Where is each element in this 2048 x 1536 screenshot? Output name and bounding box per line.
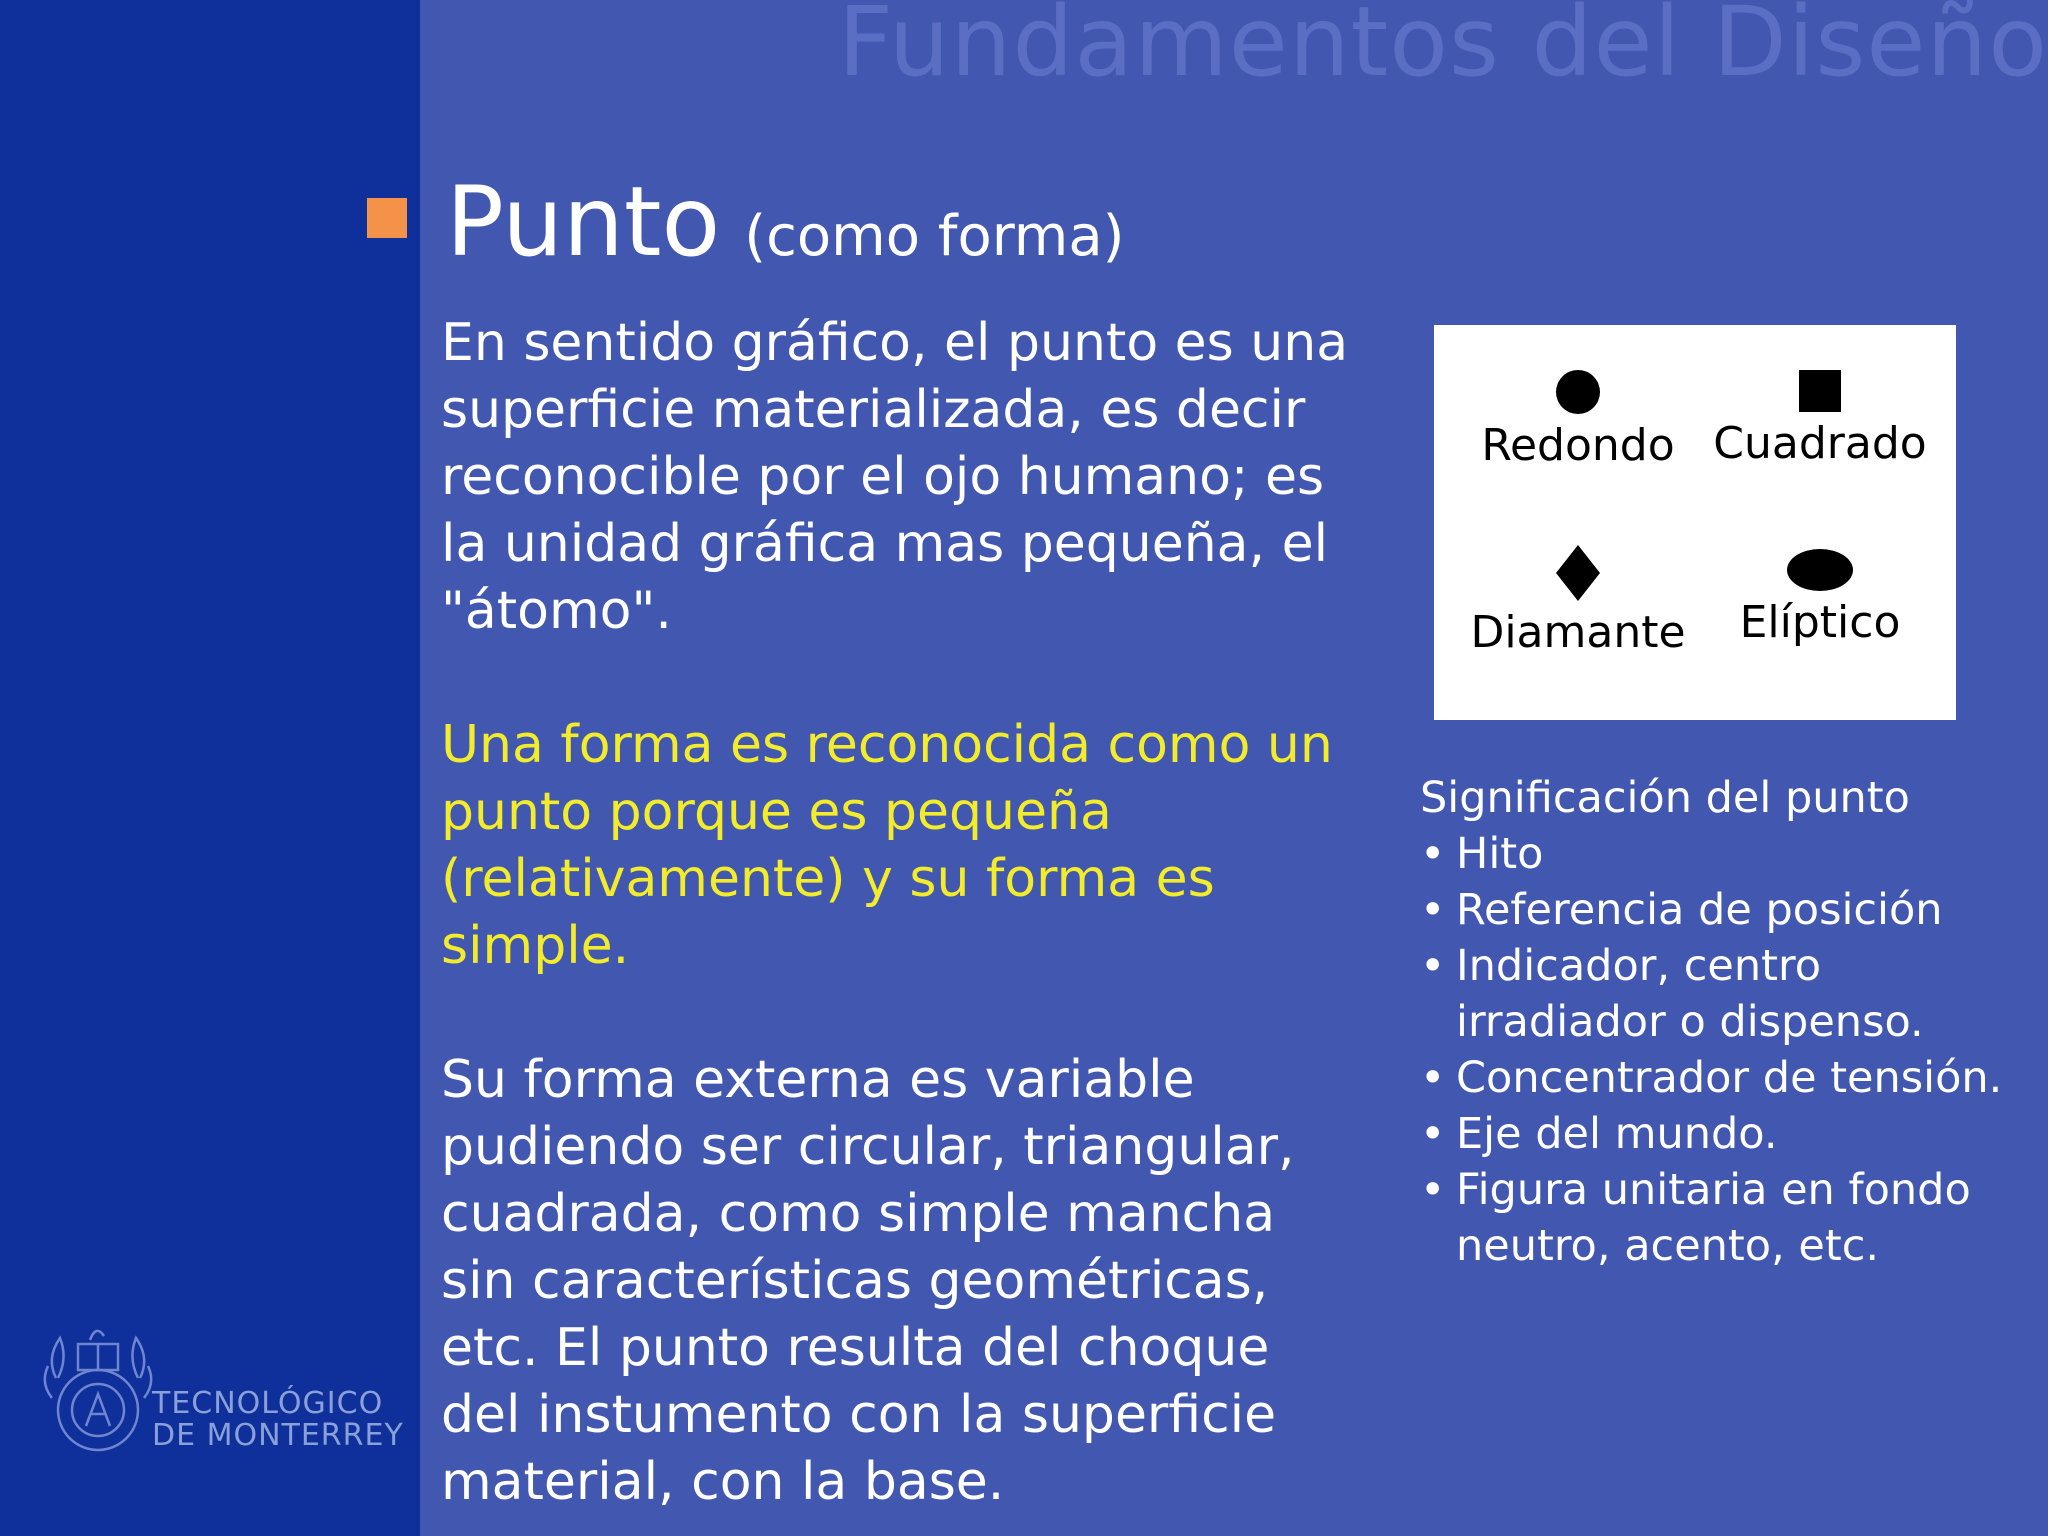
course-title-watermark: Fundamentos del Diseño (837, 0, 2048, 98)
shape-round (1458, 370, 1698, 471)
body-paragraph-form: Su forma externa es variable pudiendo ser circular, triangular, cuadrada, como simple mancha sin características geométricas, etc. El punto resulta del choque del instumento con la superficie material, con la base. (441, 1050, 1295, 1512)
list-item: • Concentrador de tensión. (1420, 1050, 2020, 1106)
list-item: • Hito (1420, 826, 2020, 882)
shape-label-square: Cuadrado (1713, 418, 1927, 469)
point-meaning-heading: Significación del punto (1420, 773, 1910, 823)
slide-title (446, 166, 1125, 278)
institution-logo (38, 1318, 418, 1468)
point-shapes-panel (1434, 325, 1956, 720)
list-item: • Indicador, centro irradiador o dispenso. (1420, 938, 2020, 1050)
body-text (441, 310, 1361, 1516)
square-icon (1799, 370, 1841, 412)
diamond-icon (1556, 545, 1600, 573)
logo-wordmark (152, 1388, 404, 1452)
title-bullet-square-icon (367, 198, 407, 238)
point-meaning-section (1420, 770, 2020, 1274)
ellipse-icon (1787, 549, 1853, 591)
left-sidebar-band (0, 0, 420, 1536)
shape-square (1700, 370, 1940, 469)
shape-diamond (1458, 545, 1698, 658)
slide-title-sub: (como forma) (744, 204, 1125, 269)
list-item: • Referencia de posición (1420, 882, 2020, 938)
list-item: • Figura unitaria en fondo neutro, acento, etc. (1420, 1162, 2020, 1274)
shape-label-round: Redondo (1481, 420, 1675, 471)
shape-label-ellipse: Elíptico (1739, 597, 1901, 648)
shape-label-diamond: Diamante (1470, 607, 1686, 658)
body-paragraph-definition: En sentido gráfico, el punto es una superficie materializada, es decir reconocible por el ojo humano; es la unidad gráfica mas pequeña, el "átomo". (441, 313, 1349, 641)
shape-ellipse (1700, 549, 1940, 648)
circle-icon (1556, 370, 1600, 414)
logo-line-1: TECNOLÓGICO (152, 1386, 384, 1421)
seal-icon (38, 1318, 158, 1468)
body-paragraph-highlight: Una forma es reconocida como un punto porque es pequeña (relativamente) y su forma es simple. (441, 715, 1333, 976)
slide-title-main: Punto (446, 166, 721, 278)
list-item: • Eje del mundo. (1420, 1106, 2020, 1162)
logo-line-2: DE MONTERREY (152, 1418, 404, 1453)
point-meaning-list (1420, 826, 2020, 1274)
